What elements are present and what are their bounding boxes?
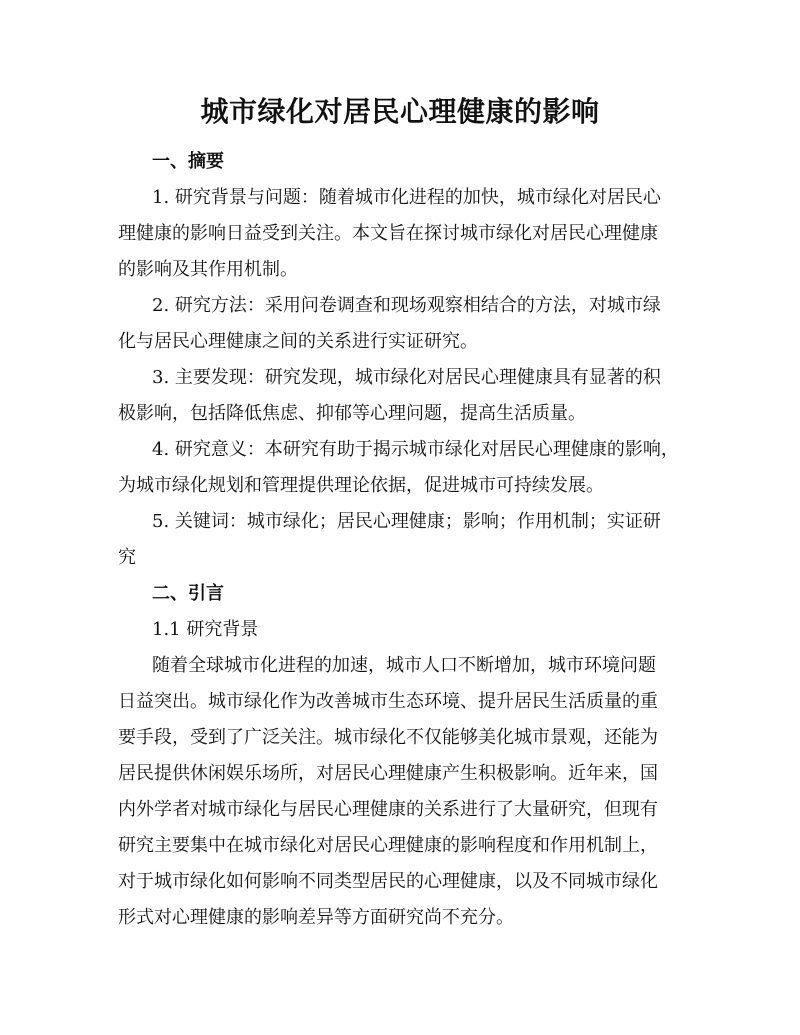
abstract-item-4-line-2: 为城市绿化规划和管理提供理论依据，促进城市可持续发展。 <box>118 475 604 496</box>
abstract-item-5-line-2: 究 <box>118 547 136 568</box>
abstract-item-2-line-2: 化与居民心理健康之间的关系进行实证研究。 <box>118 331 478 352</box>
intro-paragraph-line-5: 内外学者对城市绿化与居民心理健康的关系进行了大量研究，但现有 <box>118 799 658 820</box>
abstract-item-4-line-1: 4. 研究意义：本研究有助于揭示城市绿化对居民心理健康的影响， <box>152 439 679 460</box>
subsection-heading-background: 1.1 研究背景 <box>152 619 259 640</box>
intro-paragraph-line-4: 居民提供休闲娱乐场所，对居民心理健康产生积极影响。近年来，国 <box>118 763 658 784</box>
intro-paragraph-line-3: 要手段，受到了广泛关注。城市绿化不仅能够美化城市景观，还能为 <box>118 727 658 748</box>
abstract-item-2-line-1: 2. 研究方法：采用问卷调查和现场观察相结合的方法，对城市绿 <box>152 295 661 316</box>
abstract-item-3-line-2: 极影响，包括降低焦虑、抑郁等心理问题，提高生活质量。 <box>118 403 586 424</box>
abstract-item-1-line-1: 1. 研究背景与问题：随着城市化进程的加快，城市绿化对居民心 <box>152 187 661 208</box>
section-heading-abstract: 一、摘要 <box>152 151 224 172</box>
section-heading-introduction: 二、引言 <box>152 583 224 604</box>
abstract-item-5-line-1: 5. 关键词：城市绿化；居民心理健康；影响；作用机制；实证研 <box>152 511 661 532</box>
abstract-item-1-line-2: 理健康的影响日益受到关注。本文旨在探讨城市绿化对居民心理健康 <box>118 223 658 244</box>
document-title: 城市绿化对居民心理健康的影响 <box>200 95 600 128</box>
intro-paragraph-line-1: 随着全球城市化进程的加速，城市人口不断增加，城市环境问题 <box>152 655 656 676</box>
intro-paragraph-line-6: 研究主要集中在城市绿化对居民心理健康的影响程度和作用机制上， <box>118 835 658 856</box>
intro-paragraph-line-7: 对于城市绿化如何影响不同类型居民的心理健康，以及不同城市绿化 <box>118 871 658 892</box>
intro-paragraph-line-8: 形式对心理健康的影响差异等方面研究尚不充分。 <box>118 907 514 928</box>
abstract-item-3-line-1: 3. 主要发现：研究发现，城市绿化对居民心理健康具有显著的积 <box>152 367 661 388</box>
intro-paragraph-line-2: 日益突出。城市绿化作为改善城市生态环境、提升居民生活质量的重 <box>118 691 658 712</box>
abstract-item-1-line-3: 的影响及其作用机制。 <box>118 259 298 280</box>
